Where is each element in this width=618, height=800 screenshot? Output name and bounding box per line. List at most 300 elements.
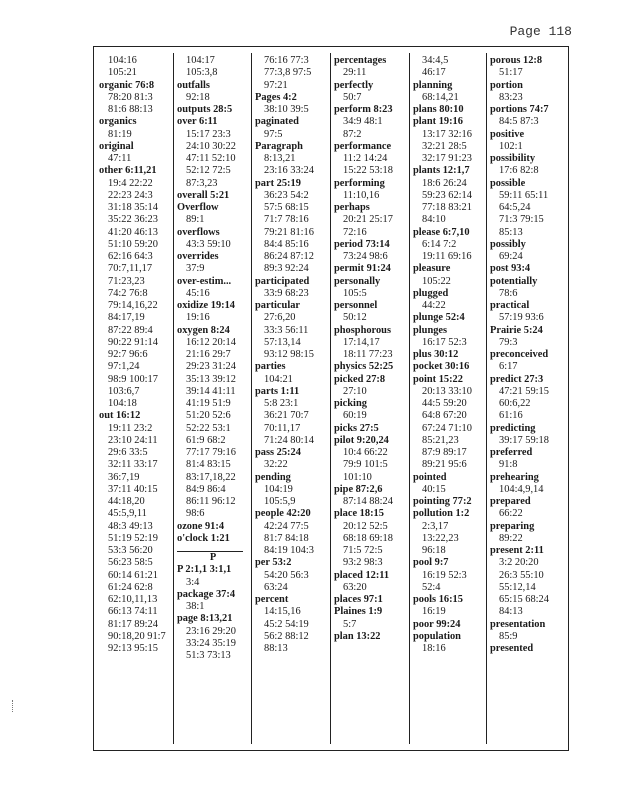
page-line-refs: 84:10 [422, 214, 446, 226]
index-term: plunge 52:4 [413, 312, 465, 324]
index-term: plus 30:12 [413, 349, 459, 360]
index-term: per 53:2 [255, 557, 292, 569]
page-line-refs: 34:4,5 [422, 55, 449, 66]
page-line-refs: 6:17 [499, 361, 518, 373]
page-line-refs: 47:11 [108, 153, 132, 164]
index-term: places 97:1 [334, 594, 383, 605]
index-term: plant 19:16 [413, 116, 463, 128]
page-line-refs: 51:20 52:6 [186, 410, 231, 422]
index-term: plants 12:1,7 [413, 165, 470, 177]
page-line-refs: 77:17 79:16 [186, 447, 236, 458]
page-line-refs: 63:24 [264, 581, 288, 593]
page-line-refs: 50:7 [343, 91, 362, 103]
page-line-refs: 51:17 [499, 67, 523, 79]
section-letter: P [209, 552, 217, 563]
index-term: o'clock 1:21 [177, 532, 230, 544]
page-line-refs: 13:22,23 [422, 532, 459, 544]
index-term: P 2:1,1 3:1,1 [177, 564, 232, 576]
page-line-refs: 104:16 [108, 55, 137, 66]
index-term: picking [334, 398, 367, 409]
index-term: overall 5:21 [177, 189, 230, 201]
page-line-refs: 91:8 [499, 459, 518, 471]
page-line-refs: 56:23 58:5 [108, 557, 153, 569]
index-term: pilot 9:20,24 [334, 434, 389, 446]
index-term: potentially [490, 275, 538, 287]
page-line-refs: 83:23 [499, 91, 523, 103]
page-line-refs: 98:9 100:17 [108, 373, 158, 385]
page-line-refs: 38:10 39:5 [264, 104, 309, 115]
page-line-refs: 78:20 81:3 [108, 91, 153, 103]
page-line-refs: 97:5 [264, 128, 283, 140]
index-term: plans 80:10 [413, 104, 464, 115]
page-line-refs: 41:20 46:13 [108, 226, 158, 238]
page-line-refs: 29:23 31:24 [186, 361, 236, 373]
page-line-refs: 54:20 56:3 [264, 569, 309, 581]
page-line-refs: 6:14 7:2 [422, 238, 457, 250]
index-term: people 42:20 [255, 508, 311, 520]
index-term: picks 27:5 [334, 422, 379, 434]
index-term: pass 25:24 [255, 447, 301, 458]
page-line-refs: 67:24 71:10 [422, 422, 472, 434]
index-term: perfectly [334, 79, 374, 91]
page-line-refs: 89:3 92:24 [264, 263, 309, 275]
page-line-refs: 41:19 51:9 [186, 398, 231, 409]
page-line-refs: 33:9 68:23 [264, 287, 309, 299]
page-line-refs: 81:19 [108, 128, 132, 140]
page-line-refs: 24:10 30:22 [186, 140, 236, 152]
page-line-refs: 97:1,24 [108, 361, 140, 373]
page-line-refs: 105:21 [108, 67, 137, 79]
index-term: organics [99, 116, 137, 128]
index-column-6 [490, 55, 565, 742]
index-term: personnel [334, 300, 378, 311]
page-line-refs: 52:4 [422, 581, 441, 593]
index-term: portions 74:7 [490, 104, 549, 115]
index-term: placed 12:11 [334, 569, 390, 581]
page-line-refs: 57:5 68:15 [264, 202, 309, 213]
index-term: ozone 91:4 [177, 520, 225, 532]
page-line-refs: 72:16 [343, 226, 367, 238]
page-line-refs: 18:11 77:23 [343, 349, 393, 360]
page-line-refs: 89:1 [186, 214, 205, 226]
index-column-4 [334, 55, 409, 742]
page-line-refs: 22:23 24:3 [108, 189, 153, 201]
index-term: parts 1:11 [255, 385, 300, 397]
page-line-refs: 55:12,14 [499, 581, 536, 593]
page-line-refs: 19:11 69:16 [422, 251, 472, 262]
index-term: population [413, 630, 461, 642]
page-line-refs: 57:13,14 [264, 336, 301, 348]
index-term: overrides [177, 251, 219, 262]
index-term: presentation [490, 618, 546, 630]
page-line-refs: 11:2 14:24 [343, 153, 388, 164]
page-line-refs: 20:12 52:5 [343, 520, 388, 532]
page-line-refs: 83:17,18,22 [186, 471, 236, 483]
page-line-refs: 19:11 23:2 [108, 422, 153, 434]
margin-mark [12, 700, 15, 712]
page-line-refs: 15:17 23:3 [186, 128, 231, 140]
index-term: possibility [490, 153, 536, 164]
page-line-refs: 84:19 104:3 [264, 545, 314, 556]
index-term: prepared [490, 496, 531, 507]
page-line-refs: 36:7,19 [108, 471, 140, 483]
page-line-refs: 50:12 [343, 312, 367, 324]
index-term: Overflow [177, 202, 219, 213]
page-line-refs: 86:24 87:12 [264, 251, 314, 262]
page-line-refs: 39:17 59:18 [499, 434, 549, 446]
page-line-refs: 13:17 32:16 [422, 128, 472, 140]
index-term: pools 16:15 [413, 594, 463, 605]
page-line-refs: 104:19 [264, 483, 293, 495]
index-term: pipe 87:2,6 [334, 483, 383, 495]
index-term: preferred [490, 447, 533, 458]
page-number: Page 118 [509, 24, 572, 39]
page-line-refs: 84:9 86:4 [186, 483, 226, 495]
page-line-refs: 104:4,9,14 [499, 483, 544, 495]
index-term: present 2:11 [490, 545, 544, 556]
page-line-refs: 44:22 [422, 300, 446, 311]
page-line-refs: 60:19 [343, 410, 367, 422]
index-term: positive [490, 128, 525, 140]
page-line-refs: 68:18 69:18 [343, 532, 393, 544]
page-line-refs: 36:21 70:7 [264, 410, 309, 422]
index-term: porous 12:8 [490, 55, 543, 66]
page-line-refs: 10:4 66:22 [343, 447, 388, 458]
page-line-refs: 71:24 80:14 [264, 434, 314, 446]
page-line-refs: 8:13,21 [264, 153, 296, 164]
index-term: pointed [413, 471, 447, 483]
index-term: prehearing [490, 471, 539, 483]
page-line-refs: 66:13 74:11 [108, 606, 158, 618]
page-line-refs: 3:4 [186, 576, 200, 588]
page-line-refs: 79:14,16,22 [108, 300, 158, 311]
page-line-refs: 20:21 25:17 [343, 214, 393, 226]
page-line-refs: 78:6 [499, 287, 518, 299]
page-line-refs: 29:11 [343, 67, 367, 79]
page-line-refs: 51:3 73:13 [186, 650, 231, 661]
index-term: preconceived [490, 349, 549, 360]
section-rule [177, 545, 243, 552]
page-line-refs: 74:2 76:8 [108, 287, 148, 299]
page-line-refs: 92:18 [186, 91, 210, 103]
page-line-refs: 53:3 56:20 [108, 545, 153, 556]
index-term: plugged [413, 287, 449, 299]
page-line-refs: 84:13 [499, 606, 523, 618]
index-term: pool 9:7 [413, 557, 449, 569]
page-line-refs: 69:24 [499, 251, 523, 262]
page-line-refs: 14:15,16 [264, 606, 301, 618]
page-line-refs: 35:13 39:12 [186, 373, 236, 385]
column-divider [251, 53, 252, 744]
page-line-refs: 79:21 81:16 [264, 226, 314, 238]
page-line-refs: 79:3 [499, 336, 518, 348]
page-line-refs: 5:7 [343, 618, 357, 630]
page-line-refs: 70:7,11,17 [108, 263, 153, 275]
index-column-5 [413, 55, 485, 742]
index-term: point 15:22 [413, 373, 463, 385]
page-line-refs: 86:11 96:12 [186, 496, 236, 507]
page-line-refs: 93:2 98:3 [343, 557, 383, 569]
column-divider [486, 53, 487, 744]
page-line-refs: 37:9 [186, 263, 205, 275]
page-line-refs: 39:14 41:11 [186, 385, 236, 397]
page-line-refs: 15:22 53:18 [343, 165, 393, 177]
page-line-refs: 63:20 [343, 581, 367, 593]
page-line-refs: 45:5,9,11 [108, 508, 147, 520]
index-term: performing [334, 177, 385, 189]
index-term: please 6:7,10 [413, 226, 470, 238]
page-line-refs: 87:9 89:17 [422, 447, 467, 458]
index-term: other 6:11,21 [99, 165, 157, 177]
page-line-refs: 79:9 101:5 [343, 459, 388, 471]
page-line-refs: 96:18 [422, 545, 446, 556]
index-term: preparing [490, 520, 535, 532]
page-line-refs: 89:21 95:6 [422, 459, 467, 471]
page-line-refs: 87:22 89:4 [108, 324, 153, 336]
page-line-refs: 23:16 33:24 [264, 165, 314, 177]
page-line-refs: 59:23 62:14 [422, 189, 472, 201]
page-line-refs: 52:12 72:5 [186, 165, 231, 177]
index-term: physics 52:25 [334, 361, 394, 373]
page-line-refs: 18:6 26:24 [422, 177, 467, 189]
page-line-refs: 81:7 84:18 [264, 532, 309, 544]
page-line-refs: 84:4 85:16 [264, 238, 309, 250]
index-term: Prairie 5:24 [490, 324, 543, 336]
index-term: Pages 4:2 [255, 91, 297, 103]
page-line-refs: 62:10,11,13 [108, 594, 158, 605]
page-line-refs: 47:21 59:15 [499, 385, 549, 397]
index-term: paginated [255, 116, 299, 128]
page-line-refs: 90:18,20 91:7 [108, 630, 166, 642]
index-term: particular [255, 300, 301, 311]
page-line-refs: 104:21 [264, 373, 293, 385]
page-line-refs: 97:21 [264, 79, 288, 91]
index-term: oxidize 19:14 [177, 300, 236, 311]
page-line-refs: 89:22 [499, 532, 523, 544]
index-term: period 73:14 [334, 238, 390, 250]
index-term: participated [255, 275, 310, 287]
index-term: percent [255, 594, 289, 605]
index-column-3 [255, 55, 330, 742]
page-line-refs: 105:5,9 [264, 496, 296, 507]
page-line-refs: 29:6 33:5 [108, 447, 148, 458]
index-column-2 [177, 55, 249, 742]
page-line-refs: 36:23 54:2 [264, 189, 309, 201]
page-line-refs: 71:3 79:15 [499, 214, 544, 226]
page-line-refs: 65:15 68:24 [499, 594, 549, 605]
page-line-refs: 61:16 [499, 410, 523, 422]
page-line-refs: 93:12 98:15 [264, 349, 314, 360]
page-line-refs: 17:14,17 [343, 336, 380, 348]
page-line-refs: 61:9 68:2 [186, 434, 226, 446]
index-term: possibly [490, 238, 526, 250]
page-line-refs: 90:22 91:14 [108, 336, 158, 348]
index-term: planning [413, 79, 453, 91]
index-term: picked 27:8 [334, 373, 386, 385]
index-term: pocket 30:16 [413, 361, 470, 373]
column-divider [409, 53, 410, 744]
page-line-refs: 51:10 59:20 [108, 238, 158, 250]
page-line-refs: 16:19 [422, 606, 446, 618]
page-line-refs: 104:18 [108, 398, 137, 409]
page-line-refs: 88:13 [264, 643, 288, 654]
page-line-refs: 44:18,20 [108, 496, 145, 507]
index-term: pointing 77:2 [413, 496, 472, 507]
page-line-refs: 81:4 83:15 [186, 459, 231, 471]
page-line-refs: 87:2 [343, 128, 362, 140]
index-term: organic 76:8 [99, 79, 155, 91]
page-line-refs: 42:24 77:5 [264, 520, 309, 532]
index-term: outfalls [177, 79, 210, 91]
index-term: part 25:19 [255, 177, 301, 189]
index-term: performance [334, 140, 392, 152]
index-term: place 18:15 [334, 508, 384, 520]
page-line-refs: 102:1 [499, 140, 523, 152]
index-term: parties [255, 361, 286, 373]
index-term: over-estim... [177, 275, 232, 287]
page-line-refs: 60:14 61:21 [108, 569, 158, 581]
page-line-refs: 76:16 77:3 [264, 55, 309, 66]
index-term: perhaps [334, 202, 370, 213]
page-line-refs: 85:9 [499, 630, 518, 642]
page-line-refs: 105:3,8 [186, 67, 218, 79]
page-line-refs: 26:3 55:10 [499, 569, 544, 581]
page-line-refs: 23:16 29:20 [186, 625, 236, 637]
page-line-refs: 46:17 [422, 67, 446, 79]
index-term: outputs 28:5 [177, 104, 233, 115]
page-line-refs: 5:8 23:1 [264, 398, 299, 409]
page-line-refs: 61:24 62:8 [108, 581, 153, 593]
page-line-refs: 34:9 48:1 [343, 116, 383, 128]
index-term: percentages [334, 55, 387, 66]
page-line-refs: 31:18 35:14 [108, 202, 158, 213]
index-term: phosphorous [334, 324, 391, 336]
page-line-refs: 3:2 20:20 [499, 557, 539, 569]
page-line-refs: 105:22 [422, 275, 451, 287]
page-line-refs: 68:14,21 [422, 91, 459, 103]
index-term: possible [490, 177, 526, 189]
page-line-refs: 62:16 64:3 [108, 251, 153, 262]
page-line-refs: 52:22 53:1 [186, 422, 231, 434]
page-line-refs: 92:13 95:15 [108, 643, 158, 654]
page-line-refs: 71:7 78:16 [264, 214, 309, 226]
page-line-refs: 60:6,22 [499, 398, 531, 409]
index-term: permit 91:24 [334, 263, 391, 275]
page-line-refs: 84:5 87:3 [499, 116, 539, 128]
page-line-refs: 98:6 [186, 508, 205, 520]
page-line-refs: 48:3 49:13 [108, 520, 153, 532]
page-line-refs: 81:6 88:13 [108, 104, 153, 115]
page-line-refs: 87:3,23 [186, 177, 218, 189]
index-term: portion [490, 79, 523, 91]
page-line-refs: 21:16 29:7 [186, 349, 231, 360]
page-line-refs: 32:21 28:5 [422, 140, 467, 152]
page-line-refs: 85:21,23 [422, 434, 459, 446]
page-line-refs: 101:10 [343, 471, 372, 483]
page-line-refs: 45:16 [186, 287, 210, 299]
page-line-refs: 104:17 [186, 55, 215, 66]
page-line-refs: 87:14 88:24 [343, 496, 393, 507]
index-term: practical [490, 300, 530, 311]
page-line-refs: 16:12 20:14 [186, 336, 236, 348]
page-line-refs: 64:8 67:20 [422, 410, 467, 422]
page-line-refs: 35:22 36:23 [108, 214, 158, 226]
index-term: predicting [490, 422, 536, 434]
index-term: pollution 1:2 [413, 508, 470, 520]
page-line-refs: 33:24 35:19 [186, 637, 236, 649]
index-term: Plaines 1:9 [334, 606, 383, 618]
page-line-refs: 66:22 [499, 508, 523, 520]
index-term: post 93:4 [490, 263, 531, 275]
page-line-refs: 71:23,23 [108, 275, 145, 287]
page-line-refs: 27:10 [343, 385, 367, 397]
page-line-refs: 37:11 40:15 [108, 483, 158, 495]
page-line-refs: 40:15 [422, 483, 446, 495]
index-term: poor 99:24 [413, 618, 461, 630]
page-line-refs: 85:13 [499, 226, 523, 238]
index-term: pending [255, 471, 291, 483]
column-divider [173, 53, 174, 744]
page-line-refs: 16:17 52:3 [422, 336, 467, 348]
page-line-refs: 32:11 33:17 [108, 459, 158, 471]
page-line-refs: 92:7 96:6 [108, 349, 148, 360]
page-line-refs: 73:24 98:6 [343, 251, 388, 262]
index-term: plunges [413, 324, 448, 336]
page-line-refs: 56:2 88:12 [264, 630, 309, 642]
index-term: overflows [177, 226, 220, 238]
index-term: Paragraph [255, 140, 303, 152]
page-line-refs: 33:3 56:11 [264, 324, 309, 336]
index-term: over 6:11 [177, 116, 218, 128]
page-line-refs: 71:5 72:5 [343, 545, 383, 556]
page-line-refs: 20:13 33:10 [422, 385, 472, 397]
page-line-refs: 27:6,20 [264, 312, 296, 324]
page-line-refs: 2:3,17 [422, 520, 449, 532]
page-line-refs: 47:11 52:10 [186, 153, 236, 164]
index-term: page 8:13,21 [177, 613, 233, 625]
page-line-refs: 77:18 83:21 [422, 202, 472, 213]
page-line-refs: 23:10 24:11 [108, 434, 158, 446]
page-line-refs: 51:19 52:19 [108, 532, 158, 544]
page-line-refs: 16:19 52:3 [422, 569, 467, 581]
page-line-refs: 70:11,17 [264, 422, 301, 434]
page-line-refs: 32:22 [264, 459, 288, 471]
index-term: predict 27:3 [490, 373, 544, 385]
index-term: presented [490, 643, 534, 654]
page-line-refs: 43:3 59:10 [186, 238, 231, 250]
page-line-refs: 77:3,8 97:5 [264, 67, 312, 79]
page-line-refs: 19:16 [186, 312, 210, 324]
index-term: perform 8:23 [334, 104, 393, 115]
index-term: personally [334, 275, 381, 287]
page-line-refs: 44:5 59:20 [422, 398, 467, 409]
index-term: out 16:12 [99, 410, 141, 422]
page-line-refs: 81:17 89:24 [108, 618, 158, 630]
index-term: plan 13:22 [334, 630, 381, 642]
page-line-refs: 17:6 82:8 [499, 165, 539, 177]
column-divider [330, 53, 331, 744]
page-line-refs: 59:11 65:11 [499, 189, 549, 201]
page-line-refs: 38:1 [186, 601, 205, 612]
index-term: oxygen 8:24 [177, 324, 230, 336]
index-term: original [99, 140, 134, 152]
index-term: package 37:4 [177, 588, 236, 600]
page-line-refs: 84:17,19 [108, 312, 145, 324]
index-term: pleasure [413, 263, 451, 275]
word-index-table [93, 46, 569, 751]
page-line-refs: 45:2 54:19 [264, 618, 309, 630]
page-line-refs: 105:5 [343, 287, 367, 299]
